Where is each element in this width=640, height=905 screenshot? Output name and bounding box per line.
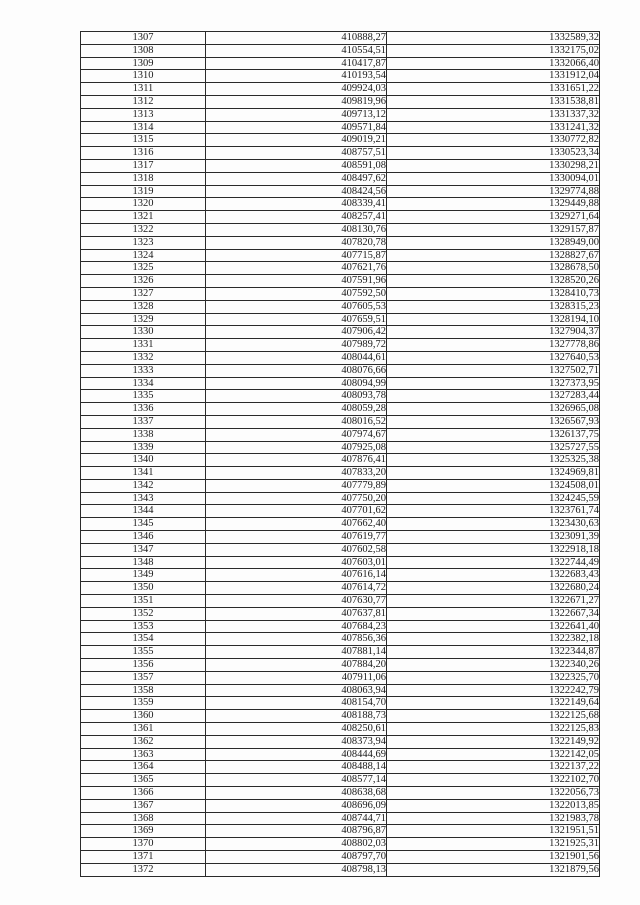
x-coordinate-cell: 408059,28 (206, 403, 387, 416)
point-number-cell: 1353 (81, 620, 206, 633)
y-coordinate-cell: 1322340,26 (387, 659, 600, 672)
x-coordinate-cell: 408373,94 (206, 735, 387, 748)
point-number-cell: 1328 (81, 300, 206, 313)
point-number-cell: 1310 (81, 70, 206, 83)
table-row (81, 543, 600, 556)
point-number-cell: 1316 (81, 147, 206, 160)
point-number-cell: 1335 (81, 390, 206, 403)
x-coordinate-cell: 408339,41 (206, 198, 387, 211)
point-number-cell: 1345 (81, 518, 206, 531)
y-coordinate-cell: 1322344,87 (387, 646, 600, 659)
x-coordinate-cell: 407876,41 (206, 454, 387, 467)
point-number-cell: 1322 (81, 223, 206, 236)
y-coordinate-cell: 1330094,01 (387, 172, 600, 185)
table-row (81, 70, 600, 83)
table-row (81, 83, 600, 96)
y-coordinate-cell: 1322382,18 (387, 633, 600, 646)
y-coordinate-cell: 1328678,50 (387, 262, 600, 275)
y-coordinate-cell: 1328827,67 (387, 249, 600, 262)
point-number-cell: 1326 (81, 275, 206, 288)
x-coordinate-cell: 408696,09 (206, 799, 387, 812)
point-number-cell: 1337 (81, 415, 206, 428)
x-coordinate-cell: 407619,77 (206, 531, 387, 544)
table-row (81, 761, 600, 774)
point-number-cell: 1341 (81, 467, 206, 480)
point-number-cell: 1342 (81, 479, 206, 492)
point-number-cell: 1358 (81, 684, 206, 697)
point-number-cell: 1366 (81, 787, 206, 800)
y-coordinate-cell: 1328520,26 (387, 275, 600, 288)
y-coordinate-cell: 1330298,21 (387, 159, 600, 172)
point-number-cell: 1371 (81, 851, 206, 864)
point-number-cell: 1334 (81, 377, 206, 390)
table-row (81, 595, 600, 608)
y-coordinate-cell: 1323430,63 (387, 518, 600, 531)
y-coordinate-cell: 1327502,71 (387, 364, 600, 377)
table-row (81, 774, 600, 787)
x-coordinate-cell: 407715,87 (206, 249, 387, 262)
point-number-cell: 1364 (81, 761, 206, 774)
point-number-cell: 1343 (81, 492, 206, 505)
point-number-cell: 1327 (81, 287, 206, 300)
table-row (81, 863, 600, 876)
point-number-cell: 1317 (81, 159, 206, 172)
point-number-cell: 1333 (81, 364, 206, 377)
table-row (81, 787, 600, 800)
y-coordinate-cell: 1329157,87 (387, 223, 600, 236)
table-row (81, 697, 600, 710)
table-row (81, 95, 600, 108)
y-coordinate-cell: 1323761,74 (387, 505, 600, 518)
x-coordinate-cell: 409924,03 (206, 83, 387, 96)
x-coordinate-cell: 407779,89 (206, 479, 387, 492)
point-number-cell: 1325 (81, 262, 206, 275)
table-row (81, 735, 600, 748)
table-row (81, 838, 600, 851)
point-number-cell: 1370 (81, 838, 206, 851)
table-row (81, 518, 600, 531)
x-coordinate-cell: 407659,51 (206, 313, 387, 326)
y-coordinate-cell: 1322149,64 (387, 697, 600, 710)
x-coordinate-cell: 408076,66 (206, 364, 387, 377)
table-row (81, 851, 600, 864)
point-number-cell: 1355 (81, 646, 206, 659)
y-coordinate-cell: 1321951,51 (387, 825, 600, 838)
point-number-cell: 1363 (81, 748, 206, 761)
table-row (81, 236, 600, 249)
table-row (81, 607, 600, 620)
x-coordinate-cell: 407591,96 (206, 275, 387, 288)
y-coordinate-cell: 1323091,39 (387, 531, 600, 544)
y-coordinate-cell: 1322918,18 (387, 543, 600, 556)
table-row (81, 249, 600, 262)
point-number-cell: 1321 (81, 211, 206, 224)
x-coordinate-cell: 407856,36 (206, 633, 387, 646)
x-coordinate-cell: 407637,81 (206, 607, 387, 620)
y-coordinate-cell: 1332066,40 (387, 57, 600, 70)
y-coordinate-cell: 1327778,86 (387, 339, 600, 352)
point-number-cell: 1308 (81, 44, 206, 57)
y-coordinate-cell: 1326965,08 (387, 403, 600, 416)
point-number-cell: 1367 (81, 799, 206, 812)
y-coordinate-cell: 1322671,27 (387, 595, 600, 608)
table-row (81, 300, 600, 313)
y-coordinate-cell: 1328315,23 (387, 300, 600, 313)
x-coordinate-cell: 407750,20 (206, 492, 387, 505)
table-row (81, 671, 600, 684)
point-number-cell: 1339 (81, 441, 206, 454)
y-coordinate-cell: 1322680,24 (387, 582, 600, 595)
x-coordinate-cell: 407614,72 (206, 582, 387, 595)
point-number-cell: 1357 (81, 671, 206, 684)
table-row (81, 211, 600, 224)
y-coordinate-cell: 1329774,88 (387, 185, 600, 198)
table-row (81, 428, 600, 441)
table-row (81, 684, 600, 697)
table-row (81, 223, 600, 236)
table-row (81, 441, 600, 454)
x-coordinate-cell: 408497,62 (206, 172, 387, 185)
table-row (81, 415, 600, 428)
point-number-cell: 1332 (81, 351, 206, 364)
x-coordinate-cell: 408257,41 (206, 211, 387, 224)
y-coordinate-cell: 1324969,81 (387, 467, 600, 480)
x-coordinate-cell: 407662,40 (206, 518, 387, 531)
table-row (81, 825, 600, 838)
coordinates-table (80, 31, 600, 877)
table-row (81, 659, 600, 672)
x-coordinate-cell: 407592,50 (206, 287, 387, 300)
table-row (81, 198, 600, 211)
table-row (81, 403, 600, 416)
point-number-cell: 1315 (81, 134, 206, 147)
x-coordinate-cell: 408577,14 (206, 774, 387, 787)
table-row (81, 262, 600, 275)
y-coordinate-cell: 1324508,01 (387, 479, 600, 492)
x-coordinate-cell: 407974,67 (206, 428, 387, 441)
x-coordinate-cell: 408591,08 (206, 159, 387, 172)
x-coordinate-cell: 407621,76 (206, 262, 387, 275)
point-number-cell: 1351 (81, 595, 206, 608)
y-coordinate-cell: 1330772,82 (387, 134, 600, 147)
table-row (81, 326, 600, 339)
table-row (81, 505, 600, 518)
table-row (81, 479, 600, 492)
point-number-cell: 1313 (81, 108, 206, 121)
point-number-cell: 1368 (81, 812, 206, 825)
x-coordinate-cell: 408744,71 (206, 812, 387, 825)
x-coordinate-cell: 407881,14 (206, 646, 387, 659)
point-number-cell: 1349 (81, 569, 206, 582)
x-coordinate-cell: 409571,84 (206, 121, 387, 134)
x-coordinate-cell: 408094,99 (206, 377, 387, 390)
point-number-cell: 1320 (81, 198, 206, 211)
table-row (81, 339, 600, 352)
table-row (81, 531, 600, 544)
table-row (81, 556, 600, 569)
table-row (81, 32, 600, 45)
table-row (81, 620, 600, 633)
y-coordinate-cell: 1327640,53 (387, 351, 600, 364)
x-coordinate-cell: 408488,14 (206, 761, 387, 774)
point-number-cell: 1309 (81, 57, 206, 70)
y-coordinate-cell: 1331337,32 (387, 108, 600, 121)
point-number-cell: 1360 (81, 710, 206, 723)
y-coordinate-cell: 1322142,05 (387, 748, 600, 761)
table-row (81, 147, 600, 160)
x-coordinate-cell: 407701,62 (206, 505, 387, 518)
y-coordinate-cell: 1331538,81 (387, 95, 600, 108)
table-row (81, 799, 600, 812)
x-coordinate-cell: 409019,21 (206, 134, 387, 147)
table-row (81, 159, 600, 172)
point-number-cell: 1350 (81, 582, 206, 595)
table-row (81, 172, 600, 185)
point-number-cell: 1312 (81, 95, 206, 108)
table-row (81, 108, 600, 121)
point-number-cell: 1336 (81, 403, 206, 416)
x-coordinate-cell: 408188,73 (206, 710, 387, 723)
point-number-cell: 1365 (81, 774, 206, 787)
x-coordinate-cell: 410888,27 (206, 32, 387, 45)
x-coordinate-cell: 407820,78 (206, 236, 387, 249)
point-number-cell: 1359 (81, 697, 206, 710)
y-coordinate-cell: 1328194,10 (387, 313, 600, 326)
x-coordinate-cell: 407630,77 (206, 595, 387, 608)
table-row (81, 121, 600, 134)
table-row (81, 710, 600, 723)
y-coordinate-cell: 1322242,79 (387, 684, 600, 697)
point-number-cell: 1352 (81, 607, 206, 620)
x-coordinate-cell: 407989,72 (206, 339, 387, 352)
point-number-cell: 1329 (81, 313, 206, 326)
y-coordinate-cell: 1325325,38 (387, 454, 600, 467)
y-coordinate-cell: 1321983,78 (387, 812, 600, 825)
x-coordinate-cell: 408796,87 (206, 825, 387, 838)
x-coordinate-cell: 408797,70 (206, 851, 387, 864)
y-coordinate-cell: 1322149,92 (387, 735, 600, 748)
point-number-cell: 1348 (81, 556, 206, 569)
y-coordinate-cell: 1321925,31 (387, 838, 600, 851)
point-number-cell: 1372 (81, 863, 206, 876)
point-number-cell: 1331 (81, 339, 206, 352)
x-coordinate-cell: 407884,20 (206, 659, 387, 672)
point-number-cell: 1319 (81, 185, 206, 198)
y-coordinate-cell: 1328949,00 (387, 236, 600, 249)
point-number-cell: 1323 (81, 236, 206, 249)
point-number-cell: 1338 (81, 428, 206, 441)
table-row (81, 454, 600, 467)
x-coordinate-cell: 410554,51 (206, 44, 387, 57)
table-row (81, 812, 600, 825)
x-coordinate-cell: 407833,20 (206, 467, 387, 480)
x-coordinate-cell: 408802,03 (206, 838, 387, 851)
x-coordinate-cell: 409713,12 (206, 108, 387, 121)
x-coordinate-cell: 407911,06 (206, 671, 387, 684)
y-coordinate-cell: 1322667,34 (387, 607, 600, 620)
point-number-cell: 1361 (81, 723, 206, 736)
y-coordinate-cell: 1322325,70 (387, 671, 600, 684)
x-coordinate-cell: 407602,58 (206, 543, 387, 556)
point-number-cell: 1354 (81, 633, 206, 646)
table-row (81, 748, 600, 761)
y-coordinate-cell: 1328410,73 (387, 287, 600, 300)
point-number-cell: 1362 (81, 735, 206, 748)
point-number-cell: 1356 (81, 659, 206, 672)
table-body (81, 32, 600, 877)
x-coordinate-cell: 407605,53 (206, 300, 387, 313)
table-row (81, 287, 600, 300)
table-row (81, 633, 600, 646)
point-number-cell: 1318 (81, 172, 206, 185)
y-coordinate-cell: 1329271,64 (387, 211, 600, 224)
table-row (81, 134, 600, 147)
x-coordinate-cell: 408757,51 (206, 147, 387, 160)
x-coordinate-cell: 408154,70 (206, 697, 387, 710)
point-number-cell: 1314 (81, 121, 206, 134)
y-coordinate-cell: 1322056,73 (387, 787, 600, 800)
y-coordinate-cell: 1322683,43 (387, 569, 600, 582)
y-coordinate-cell: 1332589,32 (387, 32, 600, 45)
table-row (81, 723, 600, 736)
point-number-cell: 1307 (81, 32, 206, 45)
x-coordinate-cell: 407603,01 (206, 556, 387, 569)
x-coordinate-cell: 408093,78 (206, 390, 387, 403)
y-coordinate-cell: 1322102,70 (387, 774, 600, 787)
table-row (81, 646, 600, 659)
table-row (81, 185, 600, 198)
table-row (81, 351, 600, 364)
y-coordinate-cell: 1327904,37 (387, 326, 600, 339)
table-row (81, 44, 600, 57)
y-coordinate-cell: 1326567,93 (387, 415, 600, 428)
x-coordinate-cell: 410193,54 (206, 70, 387, 83)
y-coordinate-cell: 1324245,59 (387, 492, 600, 505)
table-row (81, 569, 600, 582)
y-coordinate-cell: 1321901,56 (387, 851, 600, 864)
x-coordinate-cell: 408016,52 (206, 415, 387, 428)
y-coordinate-cell: 1327373,95 (387, 377, 600, 390)
y-coordinate-cell: 1331651,22 (387, 83, 600, 96)
x-coordinate-cell: 408424,56 (206, 185, 387, 198)
y-coordinate-cell: 1322744,49 (387, 556, 600, 569)
x-coordinate-cell: 408444,69 (206, 748, 387, 761)
y-coordinate-cell: 1327283,44 (387, 390, 600, 403)
x-coordinate-cell: 408063,94 (206, 684, 387, 697)
x-coordinate-cell: 408130,76 (206, 223, 387, 236)
table-row (81, 57, 600, 70)
y-coordinate-cell: 1325727,55 (387, 441, 600, 454)
y-coordinate-cell: 1322125,83 (387, 723, 600, 736)
y-coordinate-cell: 1322125,68 (387, 710, 600, 723)
y-coordinate-cell: 1326137,75 (387, 428, 600, 441)
x-coordinate-cell: 407684,23 (206, 620, 387, 633)
y-coordinate-cell: 1329449,88 (387, 198, 600, 211)
table-row (81, 390, 600, 403)
x-coordinate-cell: 408798,13 (206, 863, 387, 876)
point-number-cell: 1369 (81, 825, 206, 838)
x-coordinate-cell: 408638,68 (206, 787, 387, 800)
y-coordinate-cell: 1331912,04 (387, 70, 600, 83)
table-row (81, 313, 600, 326)
table-row (81, 275, 600, 288)
x-coordinate-cell: 407925,08 (206, 441, 387, 454)
point-number-cell: 1346 (81, 531, 206, 544)
point-number-cell: 1344 (81, 505, 206, 518)
table-row (81, 377, 600, 390)
table-row (81, 582, 600, 595)
point-number-cell: 1311 (81, 83, 206, 96)
y-coordinate-cell: 1330523,34 (387, 147, 600, 160)
y-coordinate-cell: 1322013,85 (387, 799, 600, 812)
x-coordinate-cell: 408044,61 (206, 351, 387, 364)
point-number-cell: 1330 (81, 326, 206, 339)
x-coordinate-cell: 410417,87 (206, 57, 387, 70)
y-coordinate-cell: 1322137,22 (387, 761, 600, 774)
point-number-cell: 1347 (81, 543, 206, 556)
y-coordinate-cell: 1322641,40 (387, 620, 600, 633)
y-coordinate-cell: 1321879,56 (387, 863, 600, 876)
y-coordinate-cell: 1332175,02 (387, 44, 600, 57)
table-row (81, 364, 600, 377)
table-row (81, 467, 600, 480)
x-coordinate-cell: 409819,96 (206, 95, 387, 108)
point-number-cell: 1324 (81, 249, 206, 262)
y-coordinate-cell: 1331241,32 (387, 121, 600, 134)
point-number-cell: 1340 (81, 454, 206, 467)
x-coordinate-cell: 407906,42 (206, 326, 387, 339)
table-row (81, 492, 600, 505)
x-coordinate-cell: 407616,14 (206, 569, 387, 582)
x-coordinate-cell: 408250,61 (206, 723, 387, 736)
